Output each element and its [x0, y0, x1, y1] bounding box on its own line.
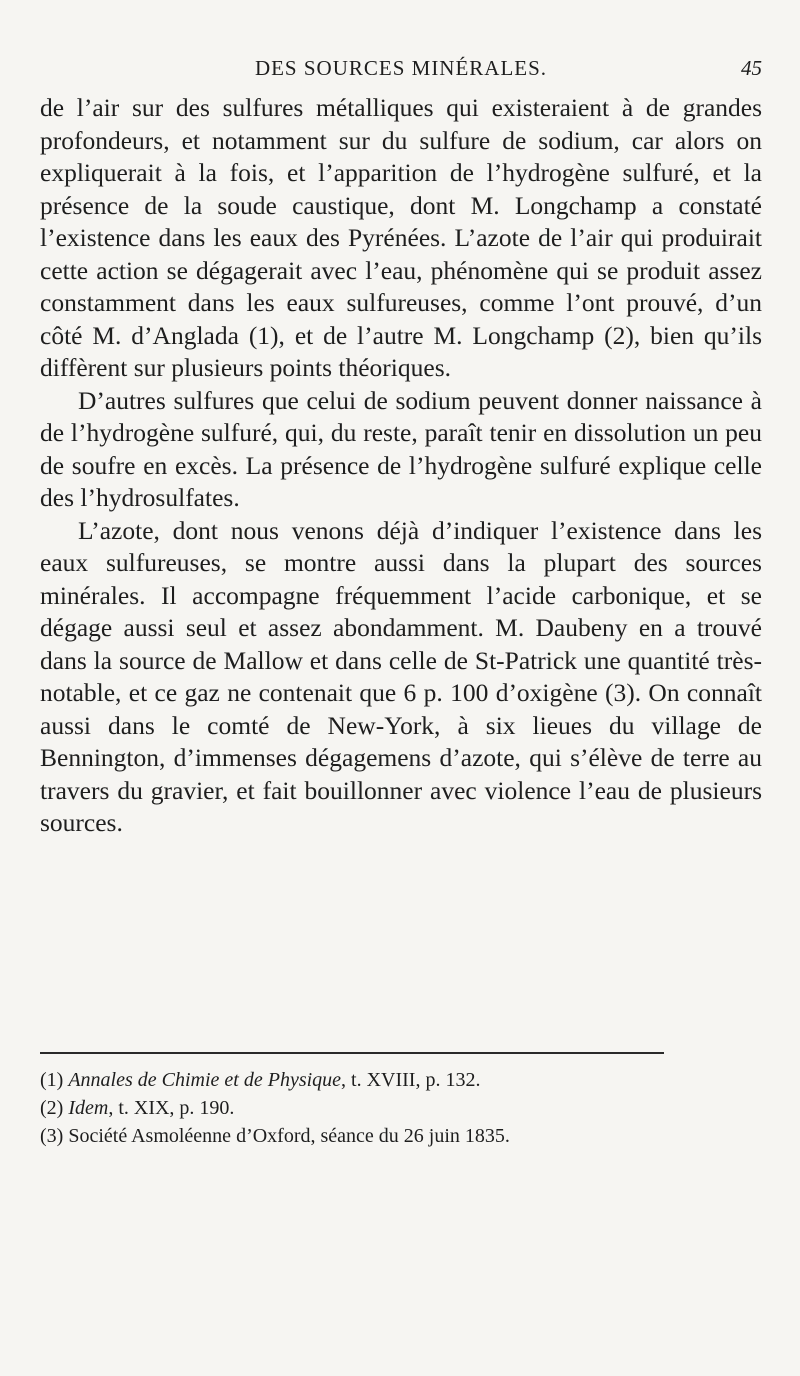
- page-number: 45: [741, 56, 762, 80]
- paragraph-3: L’azote, dont nous venons déjà d’indiquer l’existence dans les eaux sulfureuses, se montre aussi dans la plupart des sources minérales. Il accompagne fréquemment l’acide carbonique, et se dégage aussi seul et assez abondamment. M. Daubeny en a trouvé dans la source de Mallow et dans celle de St-Patrick une quantité très-notable, et ce gaz ne contenait que 6 p. 100 d’oxigène (3). On connaît aussi dans le comté de New-York, à six lieues du village de Bennington, d’immenses dégagemens d’azote, qui s’élève de terre au travers du gravier, et fait bouillonner avec violence l’eau de plusieurs sources.: [40, 515, 762, 837]
- footnote-marker: (1): [40, 1069, 64, 1091]
- body-text: [40, 92, 762, 840]
- footnote-2: [40, 1094, 760, 1122]
- footnotes: [40, 1066, 760, 1150]
- footnote-rule: [40, 1052, 664, 1054]
- footnote-text: Société Asmoléenne d’Oxford, séance du 26 juin 1835.: [68, 1125, 510, 1147]
- footnote-text: , t. XVIII, p. 132.: [341, 1069, 481, 1091]
- running-head: [40, 56, 762, 92]
- footnote-marker: (2): [40, 1097, 64, 1119]
- running-title: DES SOURCES MINÉRALES.: [254, 56, 548, 80]
- footnote-title: Annales de Chimie et de Physique: [68, 1069, 342, 1091]
- footnote-marker: (3): [40, 1125, 64, 1147]
- footnote-3: [40, 1122, 760, 1150]
- footnote-title: Idem: [68, 1097, 109, 1119]
- paragraph-2: D’autres sulfures que celui de sodium peuvent donner naissance à de l’hydrogène sulfuré, qui, du reste, paraît tenir en dissolution un peu de soufre en excès. La présence de l’hydrogène sulfuré explique celle des l’hydrosulfates.: [40, 385, 762, 512]
- paragraph-1: de l’air sur des sulfures métalliques qui existeraient à de grandes profondeurs, et notamment sur du sulfure de sodium, car alors on expliquerait à la fois, et l’apparition de l’hydrogène sulfuré, et la présence de la soude caustique, dont M. Longchamp a constaté l’existence dans les eaux des Pyrénées. L’azote de l’air qui produirait cette action se dégagerait avec l’eau, phénomène qui se produit assez constamment dans les eaux sulfureuses, comme l’ont prouvé, d’un côté M. d’Anglada (1), et de l’autre M. Longchamp (2), bien qu’ils diffèrent sur plusieurs points théoriques.: [40, 93, 762, 382]
- footnote-1: [40, 1066, 760, 1094]
- footnote-text: , t. XIX, p. 190.: [108, 1097, 235, 1119]
